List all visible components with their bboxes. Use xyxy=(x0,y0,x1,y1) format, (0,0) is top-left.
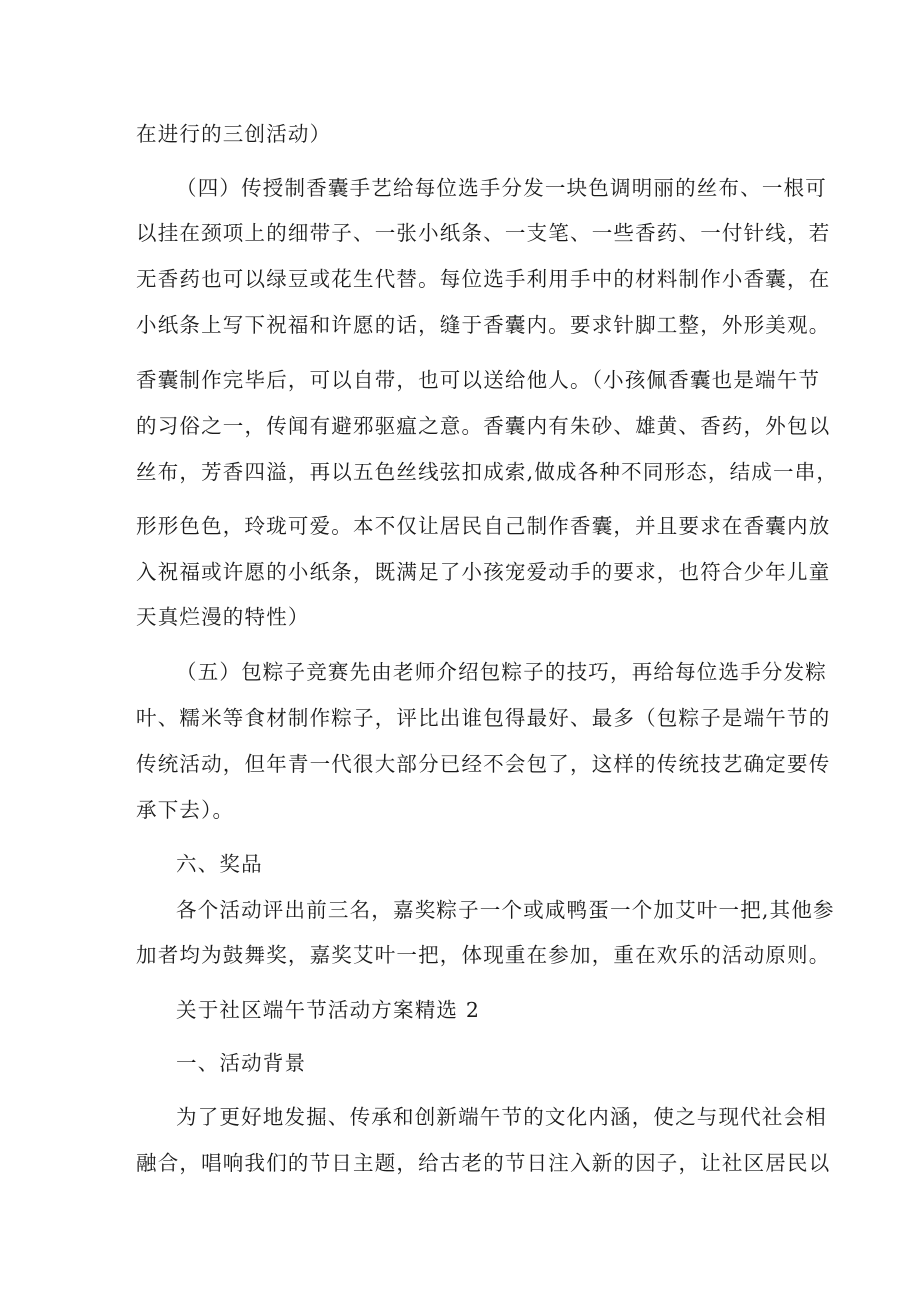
text-line: 无香药也可以绿豆或花生代替。每位选手利用手中的材料制作小香囊，在 xyxy=(136,267,831,291)
text-line: （四）传授制香囊手艺给每位选手分发一块色调明丽的丝布、一根可 xyxy=(176,176,827,200)
text-line: 天真烂漫的特性） xyxy=(136,605,310,629)
text-line: 的习俗之一，传闻有避邪驱瘟之意。香囊内有朱砂、雄黄、香药，外包以 xyxy=(136,414,831,438)
text-line: 香囊制作完毕后，可以自带，也可以送给他人。（小孩佩香囊也是端午节 xyxy=(136,368,821,392)
text-line: 融合，唱响我们的节日主题，给古老的节日注入新的因子，让社区居民以 xyxy=(136,1151,831,1175)
section-heading: 六、奖品 xyxy=(176,852,263,876)
text-line: 形形色色，玲珑可爱。本不仅让居民自己制作香囊，并且要求在香囊内放 xyxy=(136,514,831,538)
text-line: 在进行的三创活动） xyxy=(136,122,332,146)
text-line: 加者均为鼓舞奖，嘉奖艾叶一把，体现重在参加，重在欢乐的活动原则。 xyxy=(136,943,831,967)
text-line: 为了更好地发掘、传承和创新端午节的文化内涵，使之与现代社会相 xyxy=(176,1105,827,1129)
text-line: 入祝福或许愿的小纸条，既满足了小孩宠爱动手的要求，也符合少年儿童 xyxy=(136,560,831,584)
text-line: 小纸条上写下祝福和许愿的话，缝于香囊内。要求针脚工整，外形美观。 xyxy=(136,313,831,337)
text-line: 以挂在颈项上的细带子、一张小纸条、一支笔、一些香药、一付针线，若 xyxy=(136,221,831,245)
text-line: 承下去）。 xyxy=(136,798,235,822)
text-line: （五）包粽子竞赛先由老师介绍包粽子的技巧，再给每位选手分发粽 xyxy=(176,660,827,684)
section-heading: 一、活动背景 xyxy=(176,1051,307,1075)
text-line: 传统活动，但年青一代很大部分已经不会包了，这样的传统技艺确定要传 xyxy=(136,752,831,776)
text-line: 各个活动评出前三名，嘉奖粽子一个或咸鸭蛋一个加艾叶一把,其他参 xyxy=(176,898,835,922)
text-line: 丝布，芳香四溢，再以五色丝线弦扣成索,做成各种不同形态，结成一串， xyxy=(136,460,839,484)
text-line: 叶、糯米等食材制作粽子，评比出谁包得最好、最多（包粽子是端午节的 xyxy=(136,706,831,730)
section-title: 关于社区端午节活动方案精选 2 xyxy=(176,998,481,1022)
